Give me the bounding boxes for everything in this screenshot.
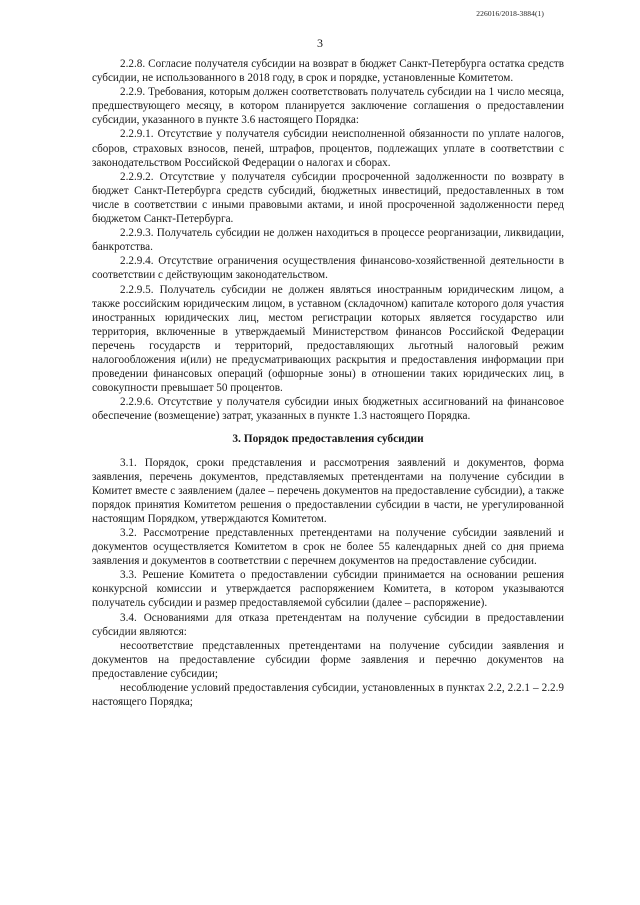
paragraph-2-2-9-2: 2.2.9.2. Отсутствие у получателя субсидии просроченной задолженности по возврату в бюджет Санкт-Петербурга средств субсидий, бюджетных инвестиций, предоставленных в том числе в соответствии с иными правовыми актами, и иной просроченной задолженности перед бюджетом Санкт-Петербурга. (92, 170, 564, 226)
refusal-reason-noncompliance: несоблюдение условий предоставления субсидии, установленных в пунктах 2.2, 2.2.1 – 2.2.9 настоящего Порядка; (92, 682, 564, 709)
paragraph-2-2-8: 2.2.8. Согласие получателя субсидии на возврат в бюджет Санкт-Петербурга остатка средств субсидии, не использованного в 2018 году, в срок и порядке, установленные Комитетом. (92, 58, 564, 85)
paragraph-2-2-9: 2.2.9. Требования, которым должен соответствовать получатель субсидии на 1 число месяца, предшествующего месяцу, в котором планируется заключение соглашения о предоставлении субсидии, указанного в пункте 3.6 настоящего Порядка: (92, 86, 564, 127)
paragraph-2-2-9-6: 2.2.9.6. Отсутствие у получателя субсидии иных бюджетных ассигнований на финансовое обеспечение (возмещение) затрат, указанных в пункте 1.3 настоящего Порядка. (92, 396, 564, 423)
paragraph-3-4: 3.4. Основаниями для отказа претендентам на получение субсидии в предоставлении субсидии являются: (92, 611, 564, 638)
paragraph-3-3: 3.3. Решение Комитета о предоставлении субсидии принимается на основании решения конкурсной комиссии и утверждается распоряжением Комитета, в котором указываются получатель субсидии и размер предоставляемой субсилии (далее – распоряжение). (92, 569, 564, 610)
paragraph-3-2: 3.2. Рассмотрение представленных претендентами на получение субсидии заявлений и документов осуществляется Комитетом в срок не более 55 календарных дней со дня приема заявления и документов в соответствии с перечнем документов на предоставление субсидии. (92, 527, 564, 568)
paragraph-2-2-9-1: 2.2.9.1. Отсутствие у получателя субсидии неисполненной обязанности по уплате налогов, сборов, страховых взносов, пеней, штрафов, процентов, подлежащих уплате в соответствии с законодательством Российской Федерации о налогах и сборах. (92, 128, 564, 169)
paragraph-3-1: 3.1. Порядок, сроки представления и рассмотрения заявлений и документов, форма заявления, перечень документов, представляемых претендентами на получение субсидии в Комитет вместе с заявлением (далее – перечень документов на предоставление субсидии), а также порядок принятия Комитетом решения о предоставлении субсидии в части, не урегулированной настоящим Порядком, утверждаются Комитетом. (92, 456, 564, 525)
section-heading: 3. Порядок предоставления субсидии (232, 433, 424, 446)
paragraph-2-2-9-4: 2.2.9.4. Отсутствие ограничения осуществления финансово-хозяйственной деятельности в соответствии с действующим законодательством. (92, 255, 564, 282)
paragraph-2-2-9-3: 2.2.9.3. Получатель субсидии не должен находиться в процессе реорганизации, ликвидации, банкротства. (92, 227, 564, 254)
document-body (92, 57, 564, 709)
page-number: 3 (317, 36, 323, 50)
refusal-reason-mismatch: несоответствие представленных претендентами на получение субсидии заявления и документов на предоставление субсидии форме заявления и перечню документов на предоставление субсидии; (92, 639, 564, 680)
paragraph-2-2-9-5: 2.2.9.5. Получатель субсидии не должен являться иностранным юридическим лицом, а также российским юридическим лицом, в уставном (складочном) капитале которого доля участия иностранных юридических лиц, местом регистрации которых является государство или территория, включенные в утверждаемый Министерством финансов Российской Федерации перечень государств и территорий, предоставляющих льготный налоговый режим налогообложения и(или) не предусматривающих раскрытия и предоставления информации при проведении финансовых операций (офшорные зоны) в отношении таких юридических лиц, в совокупности превышает 50 процентов. (92, 283, 564, 395)
document-registration-number: 226016/2018-3884(1) (476, 9, 544, 18)
